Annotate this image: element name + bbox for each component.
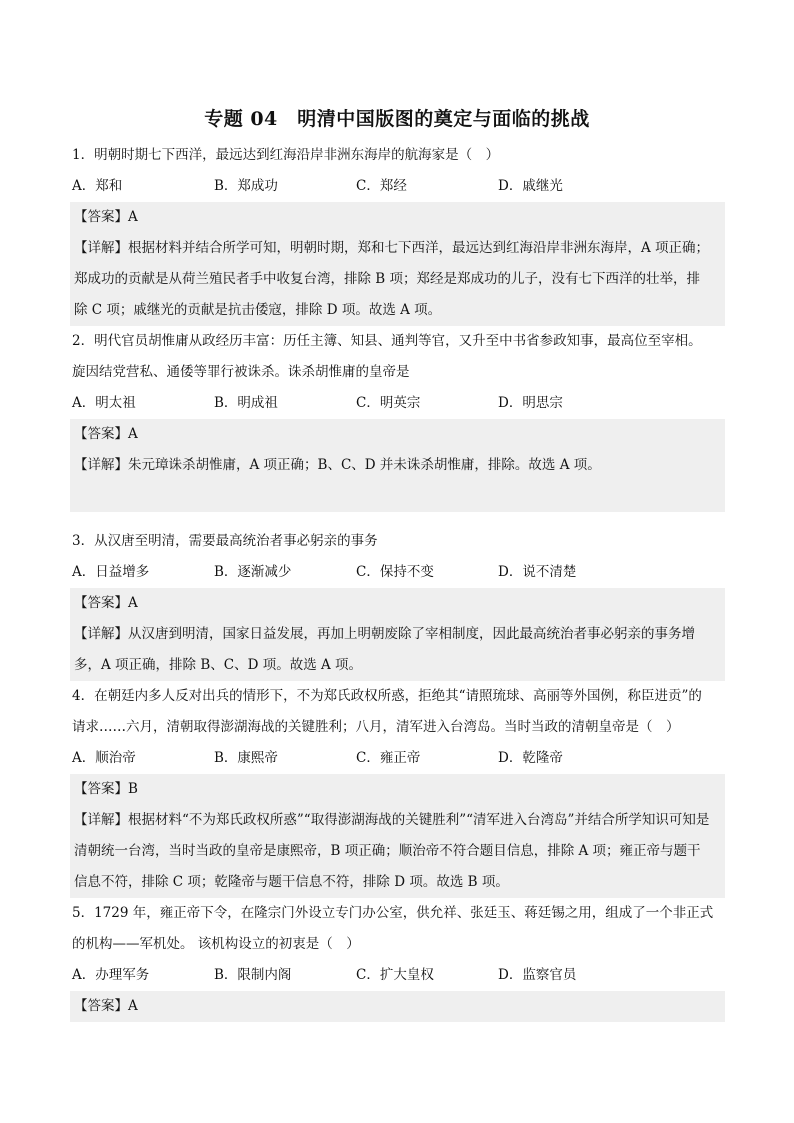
option-c: C．雍正帝 bbox=[356, 750, 421, 766]
option-c: C．郑经 bbox=[356, 178, 407, 194]
option-a: A．日益增多 bbox=[72, 564, 150, 580]
question-4 bbox=[70, 681, 725, 898]
option-c: C．保持不变 bbox=[356, 564, 434, 580]
option-row bbox=[70, 171, 725, 202]
option-c: C．明英宗 bbox=[356, 395, 421, 411]
question-stem-line: 的机构——军机处。 该机构设立的初衷是（ ） bbox=[72, 936, 360, 952]
answer-label: 【答案】A bbox=[74, 209, 138, 225]
question-3 bbox=[70, 526, 725, 681]
detail-line: 郑成功的贡献是从荷兰殖民者手中收复台湾，排除 B 项；郑经是郑成功的儿子，没有七下西洋的壮举，排 bbox=[74, 271, 701, 287]
question-5 bbox=[70, 898, 725, 1022]
detail-line: 【详解】根据材料“不为郑氏政权所惑”“取得澎湖海战的关键胜利”“清军进入台湾岛”并结合所学知识可知是 bbox=[74, 812, 710, 828]
option-b: B．限制内阁 bbox=[214, 967, 292, 983]
question-stem-line: 3．从汉唐至明清，需要最高统治者事必躬亲的事务 bbox=[72, 533, 378, 549]
option-a: A．办理军务 bbox=[72, 967, 150, 983]
answer-block bbox=[70, 991, 725, 1022]
detail-line: 清朝统一台湾，当时当政的皇帝是康熙帝，B 项正确；顺治帝不符合题目信息，排除 A 项；雍正帝与题干 bbox=[74, 843, 701, 859]
question-stem-line: 2．明代官员胡惟庸从政经历丰富：历任主簿、知县、通判等官，又升至中书省参政知事，最高位至宰相。 bbox=[72, 333, 702, 349]
detail-line: 【详解】朱元璋诛杀胡惟庸，A 项正确；B、C、D 并未诛杀胡惟庸，排除。故选 A 项。 bbox=[74, 457, 601, 473]
question-list bbox=[70, 140, 725, 1022]
option-row bbox=[70, 960, 725, 991]
question-stem-line: 5．1729 年，雍正帝下令，在隆宗门外设立专门办公室，供允祥、张廷玉、蒋廷锡之用，组成了一个非正式 bbox=[72, 905, 714, 921]
answer-label: 【答案】A bbox=[74, 595, 138, 611]
option-d: D．明思宗 bbox=[498, 395, 563, 411]
detail-line: 信息不符，排除 C 项；乾隆帝与题干信息不符，排除 D 项。故选 B 项。 bbox=[74, 874, 509, 890]
option-b: B．逐渐减少 bbox=[214, 564, 292, 580]
answer-block bbox=[70, 588, 725, 681]
option-row bbox=[70, 388, 725, 419]
detail-line: 除 C 项；戚继光的贡献是抗击倭寇，排除 D 项。故选 A 项。 bbox=[74, 302, 442, 318]
question-stem-line: 请求……六月，清朝取得澎湖海战的关键胜利；八月，清军进入台湾岛。当时当政的清朝皇帝是（ ） bbox=[72, 719, 680, 735]
answer-block bbox=[70, 202, 725, 326]
question-stem-line: 4．在朝廷内多人反对出兵的情形下，不为郑氏政权所惑，拒绝其“请照琉球、高丽等外国例，称臣进贡”的 bbox=[72, 688, 702, 704]
answer-block bbox=[70, 774, 725, 898]
answer-block bbox=[70, 419, 725, 512]
option-d: D．戚继光 bbox=[498, 178, 563, 194]
question-2 bbox=[70, 326, 725, 526]
option-d: D．说不清楚 bbox=[498, 564, 577, 580]
answer-label: 【答案】A bbox=[74, 426, 138, 442]
detail-line: 【详解】从汉唐到明清，国家日益发展，再加上明朝废除了宰相制度，因此最高统治者事必躬亲的事务增 bbox=[74, 626, 695, 642]
question-stem-line: 1．明朝时期七下西洋，最远达到红海沿岸非洲东海岸的航海家是（ ） bbox=[72, 147, 500, 163]
option-d: D．监察官员 bbox=[498, 967, 577, 983]
option-b: B．明成祖 bbox=[214, 395, 278, 411]
page-title: 专题 04 明清中国版图的奠定与面临的挑战 bbox=[204, 108, 590, 130]
question-1 bbox=[70, 140, 725, 326]
option-row bbox=[70, 743, 725, 774]
option-d: D．乾隆帝 bbox=[498, 750, 563, 766]
option-a: A．明太祖 bbox=[72, 395, 136, 411]
option-b: B．康熙帝 bbox=[214, 750, 278, 766]
spacer bbox=[70, 512, 725, 526]
answer-label: 【答案】B bbox=[74, 781, 138, 797]
question-stem-line: 旋因结党营私、通倭等罪行被诛杀。诛杀胡惟庸的皇帝是 bbox=[72, 364, 410, 380]
blank-line bbox=[72, 481, 725, 512]
detail-line: 多，A 项正确，排除 B、C、D 项。故选 A 项。 bbox=[74, 657, 363, 673]
option-a: A．顺治帝 bbox=[72, 750, 136, 766]
option-b: B．郑成功 bbox=[214, 178, 278, 194]
detail-line: 【详解】根据材料并结合所学可知，明朝时期，郑和七下西洋，最远达到红海沿岸非洲东海岸，A 项正确； bbox=[74, 240, 710, 256]
answer-label: 【答案】A bbox=[74, 998, 138, 1014]
option-a: A．郑和 bbox=[72, 178, 123, 194]
option-c: C．扩大皇权 bbox=[356, 967, 434, 983]
option-row bbox=[70, 557, 725, 588]
